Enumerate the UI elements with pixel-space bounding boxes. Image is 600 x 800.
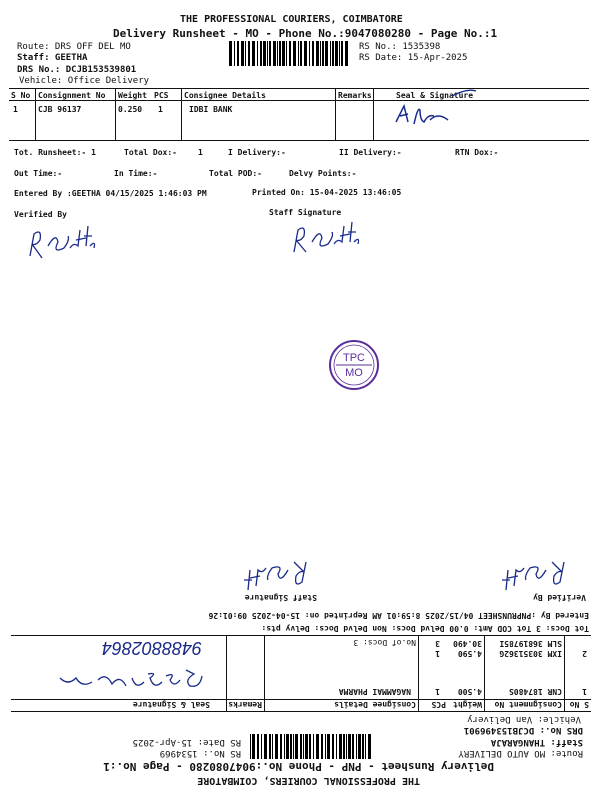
barcode-gap (271, 734, 272, 759)
barcode-gap (351, 734, 352, 759)
col-header-consignee: Consignee Details (184, 91, 266, 100)
barcode-gap (282, 734, 284, 759)
bottom-col-header-consignment: Consignment No (494, 700, 562, 709)
barcode-gap (323, 734, 325, 759)
barcode-bar (269, 734, 271, 759)
barcode-gap (348, 41, 350, 66)
tpc-stamp (328, 339, 380, 391)
bottom-entered-by: Entered By :PNPRUNSHEET 04/15/2025 8:59:01 AM Reprinted on: 15-04-2025 09:01:26 (208, 611, 589, 620)
barcode-bar (332, 734, 334, 759)
bottom-handwritten-signature (40, 630, 210, 700)
barcode-gap (337, 734, 339, 759)
barcode-bar (252, 734, 255, 759)
barcode-gap (273, 734, 275, 759)
bottom-col-header-pcs: PCS (431, 700, 446, 709)
barcode-gap (255, 734, 257, 759)
barcode-gap (292, 734, 293, 759)
barcode-bar (365, 734, 366, 759)
bottom-route-label: Route: MO AUTO DELIVERY (458, 748, 583, 758)
runsheet-subtitle: Delivery Runsheet - MO - Phone No.:9047080280 - Page No.:1 (113, 27, 498, 40)
total-dox-value: 1 (198, 148, 203, 157)
verified-by-signature (24, 216, 104, 264)
bottom-barcode (246, 734, 371, 759)
barcode-gap (357, 734, 358, 759)
verified-by-label: Verified By (14, 210, 67, 219)
barcode-gap (302, 734, 303, 759)
table-top-border (9, 88, 589, 89)
table-header-border (9, 100, 589, 101)
col-header-pcs: PCS (154, 91, 169, 100)
bottom-table-divider (226, 636, 227, 712)
bottom-col-header-remarks: Remarks (228, 700, 262, 709)
barcode-bar (290, 734, 292, 759)
barcode-bar (264, 734, 267, 759)
ii-delivery: II Delivery:- (339, 148, 402, 157)
handwritten-phone: 9488802864 (101, 638, 202, 658)
barcode-bar (275, 734, 278, 759)
stamp-top-text: TPC (343, 352, 365, 364)
bottom-staff-label: Staff: THANGARAJA (490, 737, 583, 747)
table-row-pcs: 1 (158, 105, 163, 114)
bottom-verified-signature (490, 556, 570, 596)
barcode-bar (284, 734, 285, 759)
barcode-bar (280, 734, 282, 759)
barcode-bar (305, 734, 308, 759)
bottom-drs-number: DRS No.: DCJB153496901 (463, 725, 583, 735)
barcode-gap (304, 734, 305, 759)
bottom-col-header-weight: Weight (453, 700, 482, 709)
table-row-weight: 4.500 (457, 687, 482, 696)
barcode-gap (298, 734, 300, 759)
barcode-bar (321, 734, 323, 759)
barcode-gap (278, 734, 280, 759)
barcode (229, 41, 354, 66)
staff-signature-label: Staff Signature (269, 208, 342, 217)
delvy-points: Delvy Points:- (289, 169, 357, 178)
col-header-sno: S No (11, 91, 31, 100)
barcode-bar (303, 734, 304, 759)
barcode-gap (259, 734, 261, 759)
drs-number: DRS No.: DCJB153539801 (17, 65, 137, 75)
staff-label: Staff: GEETHA (17, 53, 88, 63)
barcode-gap (314, 734, 316, 759)
bottom-table-divider (418, 636, 419, 712)
receiver-signature (390, 86, 490, 132)
table-row-consignee: NAGAMMAI PHARMA (338, 687, 411, 696)
table-row-pcs: 1 (435, 687, 440, 696)
table-row-consignment: SLM 36819785I (499, 639, 562, 648)
table-bottom-border (9, 140, 589, 141)
table-row-consignment: IXM 30351362G (499, 649, 562, 658)
barcode-bar (339, 734, 342, 759)
stamp-bottom-text: MO (345, 367, 363, 379)
barcode-bar (272, 734, 273, 759)
barcode-gap (294, 734, 295, 759)
barcode-gap (326, 734, 327, 759)
table-divider (181, 88, 182, 140)
barcode-bar (250, 734, 251, 759)
barcode-bar (293, 734, 294, 759)
barcode-gap (319, 734, 321, 759)
out-time: Out Time:- (14, 169, 63, 178)
table-row-weight: 4.590 (457, 649, 482, 658)
rtn-dox: RTN Dox:- (455, 148, 499, 157)
bottom-company-name: THE PROFESSIONAL COURIERS, COIMBATORE (197, 775, 420, 786)
bottom-runsheet-subtitle: Delivery Runsheet - PNP - Phone No.:9047080280 - Page No.:1 (103, 760, 494, 773)
barcode-gap (347, 734, 348, 759)
table-row-weight: 30.490 (453, 639, 482, 648)
table-row-consignment: CNR 187480S (509, 687, 562, 696)
table-divider (35, 88, 36, 140)
bottom-table-divider (564, 636, 565, 712)
barcode-bar (295, 734, 298, 759)
barcode-gap (262, 734, 264, 759)
barcode-gap (364, 734, 365, 759)
barcode-bar (352, 734, 354, 759)
table-row-consignment: CJB 96137 (38, 105, 82, 114)
barcode-bar (316, 734, 319, 759)
table-row-sno: 1 (13, 105, 18, 114)
barcode-bar (356, 734, 357, 759)
barcode-bar (362, 734, 364, 759)
col-header-remarks: Remarks (338, 91, 372, 100)
bottom-col-header-sno: S No (569, 700, 589, 709)
total-dox-label: Total Dox:- (124, 148, 177, 157)
barcode-bar (358, 734, 361, 759)
bottom-table-top-border (11, 711, 591, 712)
bottom-col-header-consignee: Consignee Details (334, 700, 416, 709)
entered-by: Entered By :GEETHA 04/15/2025 1:46:03 PM (14, 189, 207, 198)
col-header-seal: Seal & Signature (396, 91, 474, 100)
barcode-gap (334, 734, 336, 759)
col-header-consignment: Consignment No (38, 91, 106, 100)
bottom-col-header-seal: Seal & Signature (132, 700, 210, 709)
rs-number: RS No.: 1535398 (359, 42, 441, 52)
barcode-bar (327, 734, 330, 759)
barcode-gap (366, 734, 368, 759)
barcode-gap (330, 734, 332, 759)
barcode-gap (342, 734, 343, 759)
table-row-sno: 2 (582, 649, 587, 658)
barcode-gap (249, 734, 250, 759)
col-header-weight: Weight (118, 91, 147, 100)
barcode-bar (313, 734, 314, 759)
bottom-rs-number: RS No.: 1534969 (159, 748, 241, 758)
barcode-bar (346, 734, 347, 759)
bottom-staff-signature (234, 556, 310, 596)
barcode-bar (261, 734, 262, 759)
barcode-gap (251, 734, 252, 759)
bottom-table-divider (264, 636, 265, 712)
table-row-consignee: IDBI BANK (189, 105, 233, 114)
barcode-bar (309, 734, 311, 759)
in-time: In Time:- (114, 169, 158, 178)
barcode-gap (289, 734, 290, 759)
table-row-sno: 1 (582, 687, 587, 696)
bottom-staff-signature-label: Staff Signature (244, 593, 317, 602)
route-label: Route: DRS OFF DEL MO (17, 42, 131, 52)
barcode-gap (345, 734, 346, 759)
table-divider (373, 88, 374, 140)
barcode-bar (336, 734, 337, 759)
table-row-pcs: 1 (435, 649, 440, 658)
barcode-gap (361, 734, 362, 759)
i-delivery: I Delivery:- (228, 148, 286, 157)
barcode-gap (267, 734, 269, 759)
bottom-totals: Tot Docs: 3 Tot COD Amt: 0.00 Delvd Docs: Non Delvd Docs: Delvy pts: (261, 624, 589, 633)
staff-signature (290, 212, 366, 258)
bottom-vehicle-label: Vehicle: Van Delivery (467, 714, 581, 724)
table-divider (115, 88, 116, 140)
rs-date: RS Date: 15-Apr-2025 (359, 53, 468, 63)
barcode-bar (368, 734, 371, 759)
upside-down-runsheet (0, 400, 600, 800)
barcode-bar (343, 734, 345, 759)
barcode-bar (300, 734, 302, 759)
barcode-bar (257, 734, 259, 759)
barcode-bar (348, 734, 351, 759)
bottom-verified-by-label: Verified By (533, 593, 586, 602)
company-name: THE PROFESSIONAL COURIERS, COIMBATORE (180, 14, 403, 25)
barcode-gap (308, 734, 309, 759)
barcode-bar (325, 734, 326, 759)
total-pod: Total POD:- (209, 169, 262, 178)
table-row-pcs: 3 (435, 639, 440, 648)
bottom-rs-date: RS Date: 15-Apr-2025 (132, 737, 241, 747)
barcode-gap (354, 734, 356, 759)
barcode-gap (285, 734, 286, 759)
bottom-table-divider (484, 636, 485, 712)
printed-on: Printed On: 15-04-2025 13:46:05 (252, 188, 402, 197)
no-of-docs: No.of Docs: 3 (353, 638, 416, 647)
barcode-gap (311, 734, 313, 759)
table-divider (335, 88, 336, 140)
table-row-weight: 0.250 (118, 105, 143, 114)
tot-runsheet: Tot. Runsheet:- 1 (14, 148, 96, 157)
barcode-bar (286, 734, 289, 759)
vehicle-label: Vehicle: Office Delivery (19, 76, 150, 86)
